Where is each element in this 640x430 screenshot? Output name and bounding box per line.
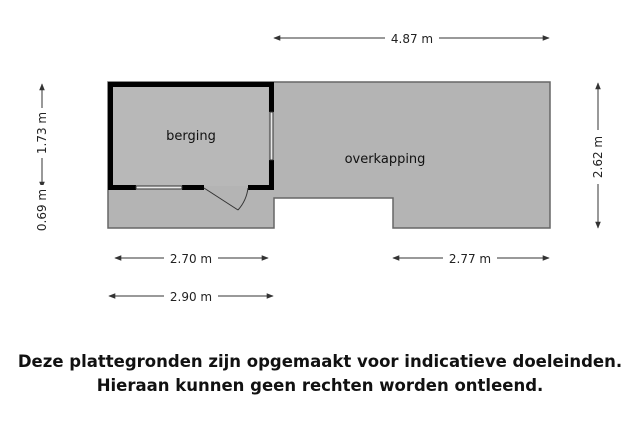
- disclaimer-line-2: Hieraan kunnen geen rechten worden ontleend.: [96, 376, 544, 395]
- dim-label-left-lower: 0.69 m: [35, 188, 49, 232]
- dim-label-bottom-total: 2.90 m: [169, 290, 213, 304]
- dim-label-right: 2.62 m: [591, 135, 605, 179]
- room-label-overkapping: overkapping: [344, 152, 426, 167]
- dim-label-left-upper: 1.73 m: [35, 111, 49, 155]
- disclaimer-line-1: Deze plattegronden zijn opgemaakt voor indicatieve doeleinden.: [17, 352, 623, 371]
- dim-label-bottom-left: 2.70 m: [169, 252, 213, 266]
- dim-label-bottom-right: 2.77 m: [448, 252, 492, 266]
- dim-label-top: 4.87 m: [390, 32, 434, 46]
- room-label-berging: berging: [166, 129, 216, 144]
